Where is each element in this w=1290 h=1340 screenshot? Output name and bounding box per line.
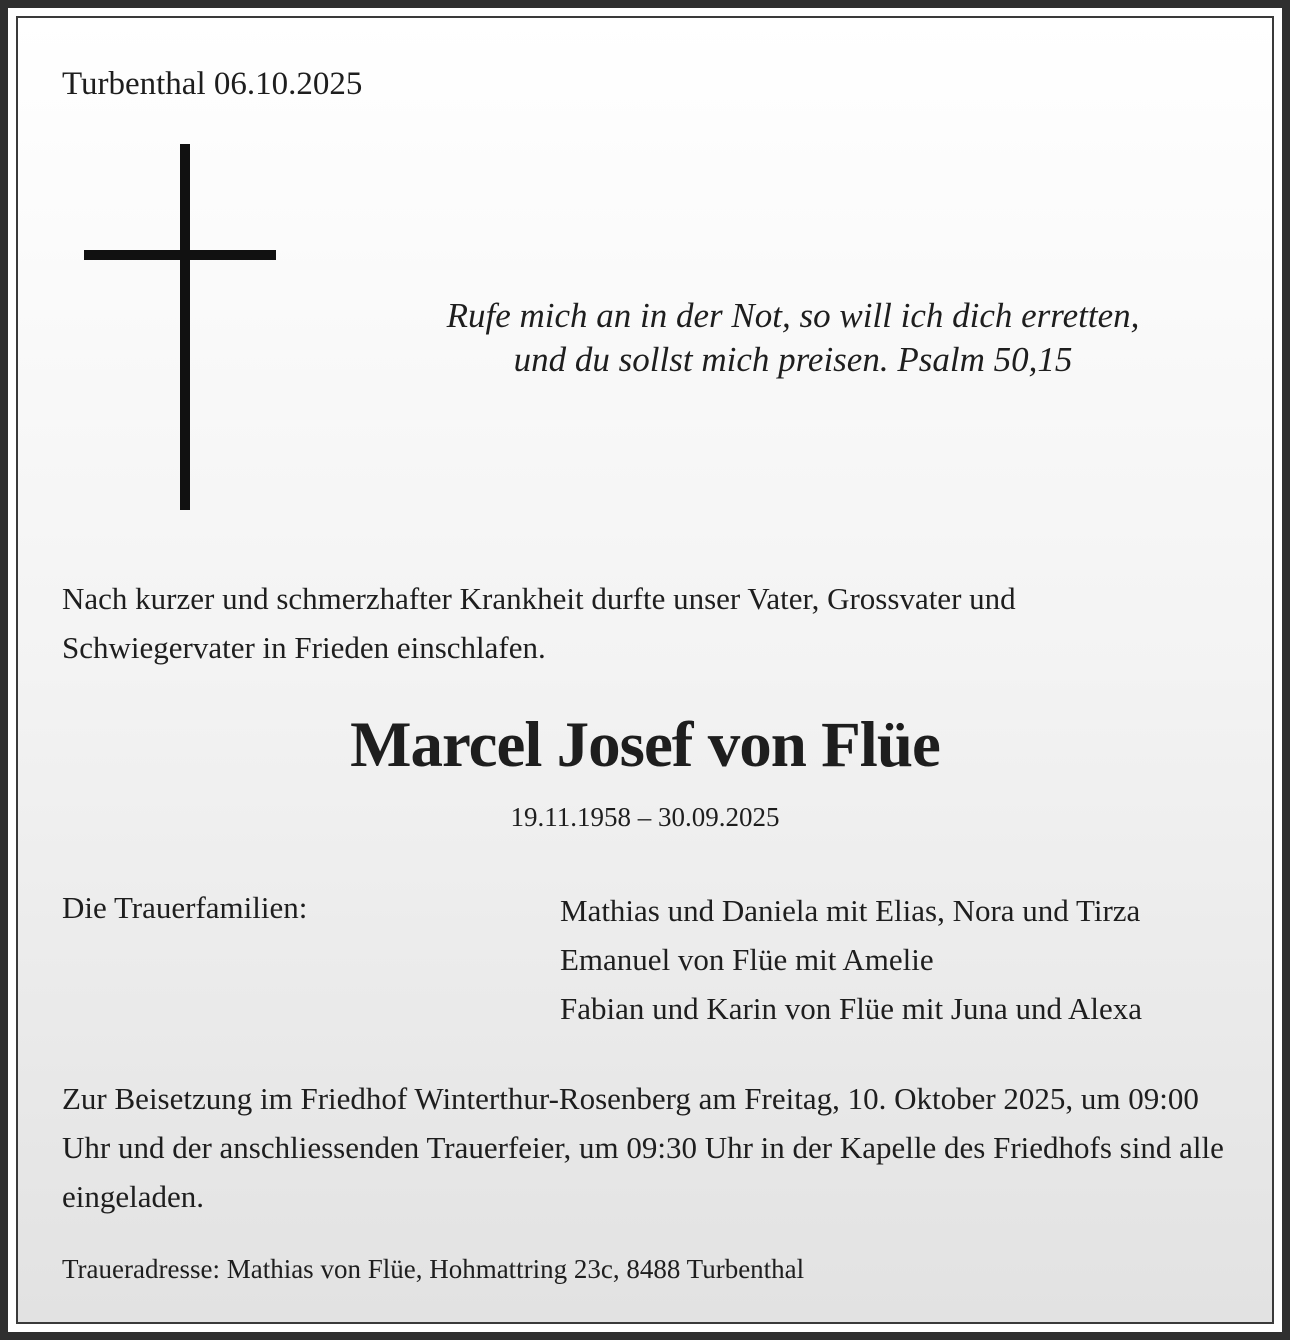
intro-text: Nach kurzer und schmerzhafter Krankheit durfte unser Vater, Grossvater und Schwiegervater in Frieden einschlafen.: [62, 581, 1016, 665]
family-label: Die Trauerfamilien:: [62, 890, 308, 925]
family-member: Fabian und Karin von Flüe mit Juna und Alexa: [560, 991, 1143, 1026]
family-member: Emanuel von Flüe mit Amelie: [560, 942, 934, 977]
place-date: Turbenthal 06.10.2025: [62, 66, 363, 102]
bible-verse: [388, 294, 1198, 382]
cross-icon: [84, 144, 276, 510]
verse-line-2: und du sollst mich preisen. Psalm 50,15: [513, 340, 1073, 379]
funeral-info: Zur Beisetzung im Friedhof Winterthur-Rosenberg am Freitag, 10. Oktober 2025, um 09:00 Uhr und der anschliessenden Trauerfeier, um 09:30 Uhr in der Kapelle des Friedhofs sind alle eingeladen.: [62, 1081, 1224, 1214]
life-dates: 19.11.1958 – 30.09.2025: [510, 802, 780, 832]
obituary-card: [16, 16, 1274, 1324]
mourning-address: Traueradresse: Mathias von Flüe, Hohmattring 23c, 8488 Turbenthal: [62, 1254, 805, 1284]
family-member: Mathias und Daniela mit Elias, Nora und Tirza: [560, 893, 1141, 928]
verse-line-1: Rufe mich an in der Not, so will ich dich erretten,: [446, 296, 1140, 335]
deceased-name: Marcel Josef von Flüe: [350, 709, 940, 781]
family-list: [560, 886, 1260, 1033]
